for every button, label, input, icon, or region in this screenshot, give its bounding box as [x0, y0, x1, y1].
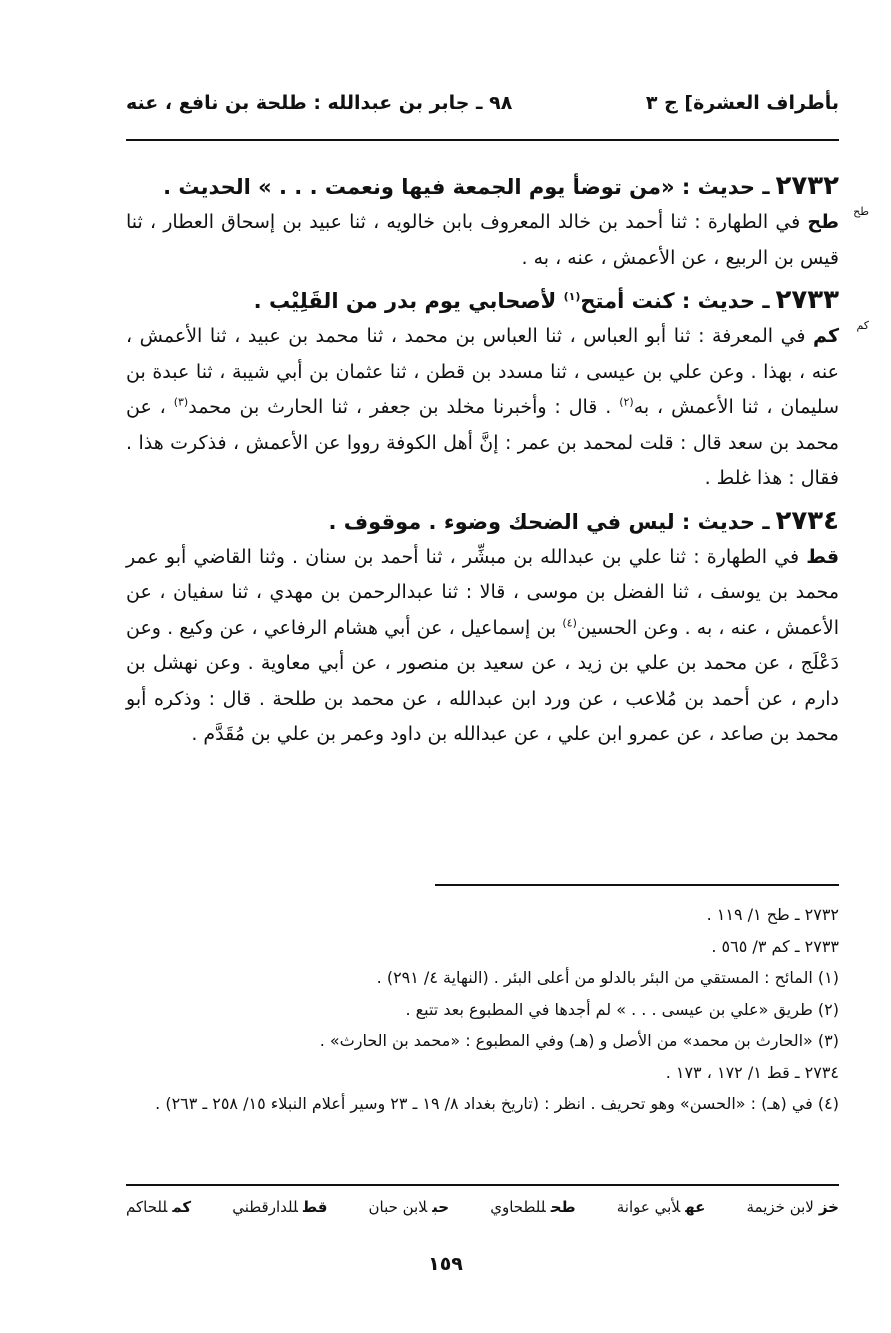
footnote-ref: (٢)	[619, 395, 634, 409]
margin-siglum: كم	[856, 319, 869, 332]
paragraph-text: في الطهارة : ثنا علي بن عبدالله بن مبشِّر ، ثنا أحمد بن سنان . وثنا القاضي أبو عمر محمد بن يوسف ، ثنا الفضل بن موسى ، قالا : ثنا عبدالرحمن بن مهدي ، ثنا سفيان ، عن الأعمش ، عنه ، به . وعن الحسين	[126, 545, 839, 639]
paragraph-text: ، عن محمد بن سعد قال : قلت لمحمد بن عمر : إنَّ أهل الكوفة رووا عن الأعمش ، فذكرت هذا . فقال : هذا غلط .	[126, 396, 839, 489]
siglum-label: للحاكم	[126, 1198, 168, 1216]
siglum-entry	[126, 1198, 191, 1216]
source-siglum: طح	[807, 211, 839, 233]
page-number: ١٥٩	[428, 1253, 463, 1275]
source-siglum: كم	[813, 325, 839, 347]
siglum-entry	[746, 1198, 839, 1216]
hadith-title-text: ـ حديث : «من توضأ يوم الجمعة فيها ونعمت . . . » الحديث .	[163, 175, 770, 199]
siglum-label: للطحاوي	[490, 1198, 546, 1216]
siglum-abbr: طح	[550, 1198, 576, 1216]
siglum-abbr: حب	[432, 1198, 450, 1216]
running-header	[126, 92, 839, 114]
siglum-label: للدارقطني	[232, 1198, 298, 1216]
footnote: (٢) طريق «علي بن عيسى . . . » لم أجدها في المطبوع بعد تتبع .	[405, 999, 839, 1019]
hadith-heading	[126, 282, 869, 332]
siglum-abbr: كم	[172, 1198, 192, 1216]
footnote: (١) المائح : المستقي من البئر بالدلو من أعلى البئر . (النهاية ٤/ ٢٩١) .	[376, 968, 839, 987]
siglum-abbr: قط	[302, 1198, 328, 1216]
hadith-paragraph	[126, 319, 839, 497]
footnote: (٤) في (هـ) : «الحسن» وهو تحريف . انظر : (تاريخ بغداد ٨/ ١٩ ـ ٢٣ وسير أعلام النبلاء ١٥/ ٢٥٨ ـ ٢٦٣) .	[155, 1094, 839, 1113]
hadith-title-tail: لأصحابي يوم بدر من القَلِيْب .	[253, 289, 564, 313]
footnote: ٢٧٣٣ ـ كم ٣/ ٥٦٥ .	[711, 936, 839, 956]
hadith-number: ٢٧٣٤	[775, 505, 839, 536]
siglum-entry	[490, 1198, 575, 1216]
hadith-title-text: ـ حديث : ليس في الضحك وضوء . موقوف .	[328, 509, 770, 534]
header-chapter-title: ٩٨ ـ جابر بن عبدالله : طلحة بن نافع ، عنه	[126, 92, 513, 114]
paragraph-text: . قال : وأخبرنا مخلد بن جعفر ، ثنا الحارث بن محمد	[188, 396, 620, 418]
header-book-title: بأطراف العشرة] ج ٣	[645, 92, 839, 114]
margin-siglum: طح	[853, 205, 869, 218]
sigla-rule	[126, 1184, 839, 1186]
hadith-title-text: ـ حديث : كنت أمتح	[580, 289, 770, 313]
siglum-label: لابن حبان	[368, 1198, 428, 1216]
hadith-paragraph	[126, 205, 839, 276]
footnotes	[126, 899, 839, 1120]
siglum-entry	[368, 1198, 449, 1216]
footnote-ref: (٣)	[173, 395, 189, 409]
sigla-legend	[126, 1198, 839, 1216]
footnote: (٣) «الحارث بن محمد» من الأصل و (هـ) وفي المطبوع : «محمد بن الحارث» .	[319, 1031, 839, 1050]
footnote: ٢٧٣٤ ـ قط ١/ ١٧٢ ، ١٧٣ .	[665, 1062, 839, 1082]
footnote-ref: (١)	[563, 290, 581, 303]
hadith-heading	[126, 503, 839, 540]
footnote-ref: (٤)	[562, 616, 577, 630]
source-siglum: قط	[806, 545, 840, 568]
siglum-label: لابن خزيمة	[746, 1198, 814, 1216]
paragraph-text: في المعرفة : ثنا أبو العباس ، ثنا العباس بن محمد ، ثنا محمد بن عبيد ، ثنا الأعمش ، عنه ، بهذا . وعن علي بن عيسى ، ثنا مسدد بن قطن ، ثنا عثمان بن أبي شيبة ، ثنا عبدة بن سليمان ، ثنا الأعمش ، به	[126, 325, 840, 418]
hadith-number: ٢٧٣٣	[775, 285, 839, 315]
footnote-rule	[435, 884, 839, 886]
hadith-number: ٢٧٣٢	[775, 171, 839, 201]
paragraph-text: بن إسماعيل ، عن أبي هشام الرفاعي ، عن وكيع . وعن دَعْلَج ، عن محمد بن علي بن زيد ، عن سعيد بن منصور ، عن أبي معاوية . وعن نهشل بن دارم ، عن أحمد بن مُلاعب ، عن ورد ابن عبدالله ، عن محمد بن طلحة . قال : وذكره أبو محمد بن صاعد ، عن عمرو ابن علي ، عن عبدالله بن داود وعمر بن علي بن مُقَدَّم .	[126, 616, 839, 745]
footnote: ٢٧٣٢ ـ طح ١/ ١١٩ .	[706, 905, 839, 924]
siglum-entry	[617, 1198, 706, 1216]
hadith-heading	[126, 168, 869, 218]
siglum-label: لأبي عوانة	[616, 1198, 681, 1216]
paragraph-text: في الطهارة : ثنا أحمد بن خالد المعروف بابن خالويه ، ثنا عبيد بن إسحاق العطار ، ثنا قيس بن الربيع ، عن الأعمش ، عنه ، به .	[126, 211, 839, 269]
siglum-abbr: عه	[685, 1198, 706, 1216]
siglum-abbr: خز	[818, 1198, 839, 1216]
hadith-paragraph	[126, 540, 839, 753]
siglum-entry	[232, 1198, 327, 1216]
header-rule	[126, 139, 839, 141]
main-text	[126, 168, 869, 759]
